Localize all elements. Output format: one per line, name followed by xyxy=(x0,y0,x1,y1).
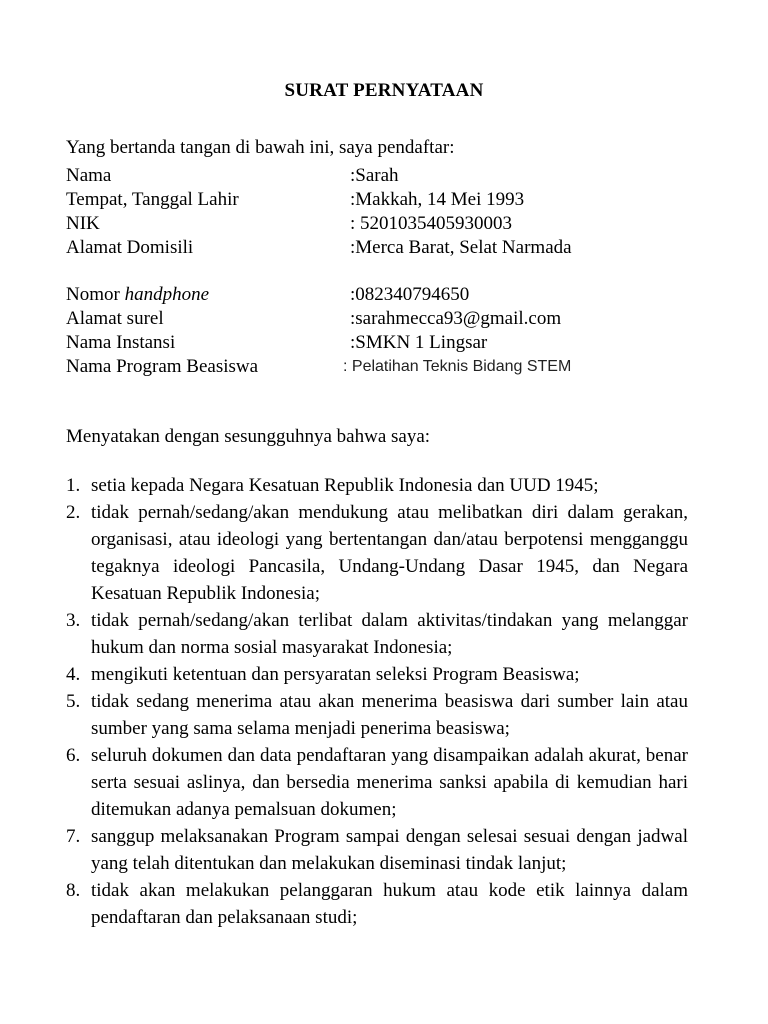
list-item xyxy=(66,688,688,742)
list-item-number: 2. xyxy=(66,502,81,523)
field-label: Nama xyxy=(66,165,112,186)
field-label-italic: handphone xyxy=(124,284,210,305)
list-item-number: 1. xyxy=(66,475,81,496)
list-item-number: 8. xyxy=(66,880,81,901)
field-row-institution xyxy=(66,331,706,355)
field-value: :Merca Barat, Selat Narmada xyxy=(350,237,572,258)
field-label: Nama Instansi xyxy=(66,332,176,353)
list-item-text: sanggup melaksanakan Program sampai dengan selesai sesuai dengan jadwal yang telah ditentukan dan melakukan diseminasi tindak lanjut; xyxy=(91,826,688,874)
list-item-text: mengikuti ketentuan dan persyaratan seleksi Program Beasiswa; xyxy=(91,664,580,685)
field-value: : 5201035405930003 xyxy=(350,213,513,234)
field-value: :Makkah, 14 Mei 1993 xyxy=(350,189,525,210)
intro-text: Yang bertanda tangan di bawah ini, saya pendaftar: xyxy=(66,137,455,158)
field-label: Tempat, Tanggal Lahir xyxy=(66,189,239,210)
list-item-number: 3. xyxy=(66,610,81,631)
list-item xyxy=(66,823,688,877)
field-value: :082340794650 xyxy=(350,284,470,305)
statement-text: Menyatakan dengan sesungguhnya bahwa saya: xyxy=(66,426,431,447)
list-item-text: tidak akan melakukan pelanggaran hukum atau kode etik lainnya dalam pendaftaran dan pelaksanaan studi; xyxy=(91,880,688,928)
list-item-number: 5. xyxy=(66,691,81,712)
list-item xyxy=(66,742,688,823)
field-row-nama xyxy=(66,164,706,188)
field-label: Alamat Domisili xyxy=(66,237,194,258)
list-item xyxy=(66,472,688,499)
field-value: :sarahmecca93@gmail.com xyxy=(350,308,562,329)
list-item-text: tidak pernah/sedang/akan mendukung atau melibatkan diri dalam gerakan, organisasi, atau ideologi yang bertentangan dan/atau berpotensi mengganggu tegaknya ideologi Pancasila, Undang-Undang Dasar 1945, dan Negara Kesatuan Republik Indonesia; xyxy=(91,502,688,604)
field-row-nik xyxy=(66,212,706,236)
list-item-number: 7. xyxy=(66,826,81,847)
field-value: :Sarah xyxy=(350,165,399,186)
field-row-program xyxy=(66,355,706,379)
field-label: Nama Program Beasiswa xyxy=(66,356,259,377)
field-value: : Pelatihan Teknis Bidang STEM xyxy=(343,358,572,375)
field-label-text: Nomor xyxy=(66,284,120,305)
list-item-text: setia kepada Negara Kesatuan Republik Indonesia dan UUD 1945; xyxy=(91,475,599,496)
list-item-number: 4. xyxy=(66,664,81,685)
list-item xyxy=(66,499,688,607)
list-item xyxy=(66,607,688,661)
field-label: Alamat surel xyxy=(66,308,164,329)
list-item-text: tidak sedang menerima atau akan menerima beasiswa dari sumber lain atau sumber yang sama selama menjadi penerima beasiswa; xyxy=(91,691,688,739)
list-item-number: 6. xyxy=(66,745,81,766)
list-item xyxy=(66,877,688,931)
list-item xyxy=(66,661,688,688)
field-row-phone xyxy=(66,283,706,307)
field-label xyxy=(66,283,209,307)
list-item-text: seluruh dokumen dan data pendaftaran yang disampaikan adalah akurat, benar serta sesuai aslinya, dan bersedia menerima sanksi apabila di kemudian hari ditemukan adanya pemalsuan dokumen; xyxy=(91,745,688,820)
declaration-list xyxy=(66,472,688,931)
field-label: NIK xyxy=(66,213,100,234)
field-value: :SMKN 1 Lingsar xyxy=(350,332,488,353)
document-title: SURAT PERNYATAAN xyxy=(284,80,484,101)
field-row-address xyxy=(66,236,706,260)
list-item-text: tidak pernah/sedang/akan terlibat dalam aktivitas/tindakan yang melanggar hukum dan norma sosial masyarakat Indonesia; xyxy=(91,610,688,658)
field-row-email xyxy=(66,307,706,331)
field-row-birth xyxy=(66,188,706,212)
applicant-fields xyxy=(66,164,706,379)
